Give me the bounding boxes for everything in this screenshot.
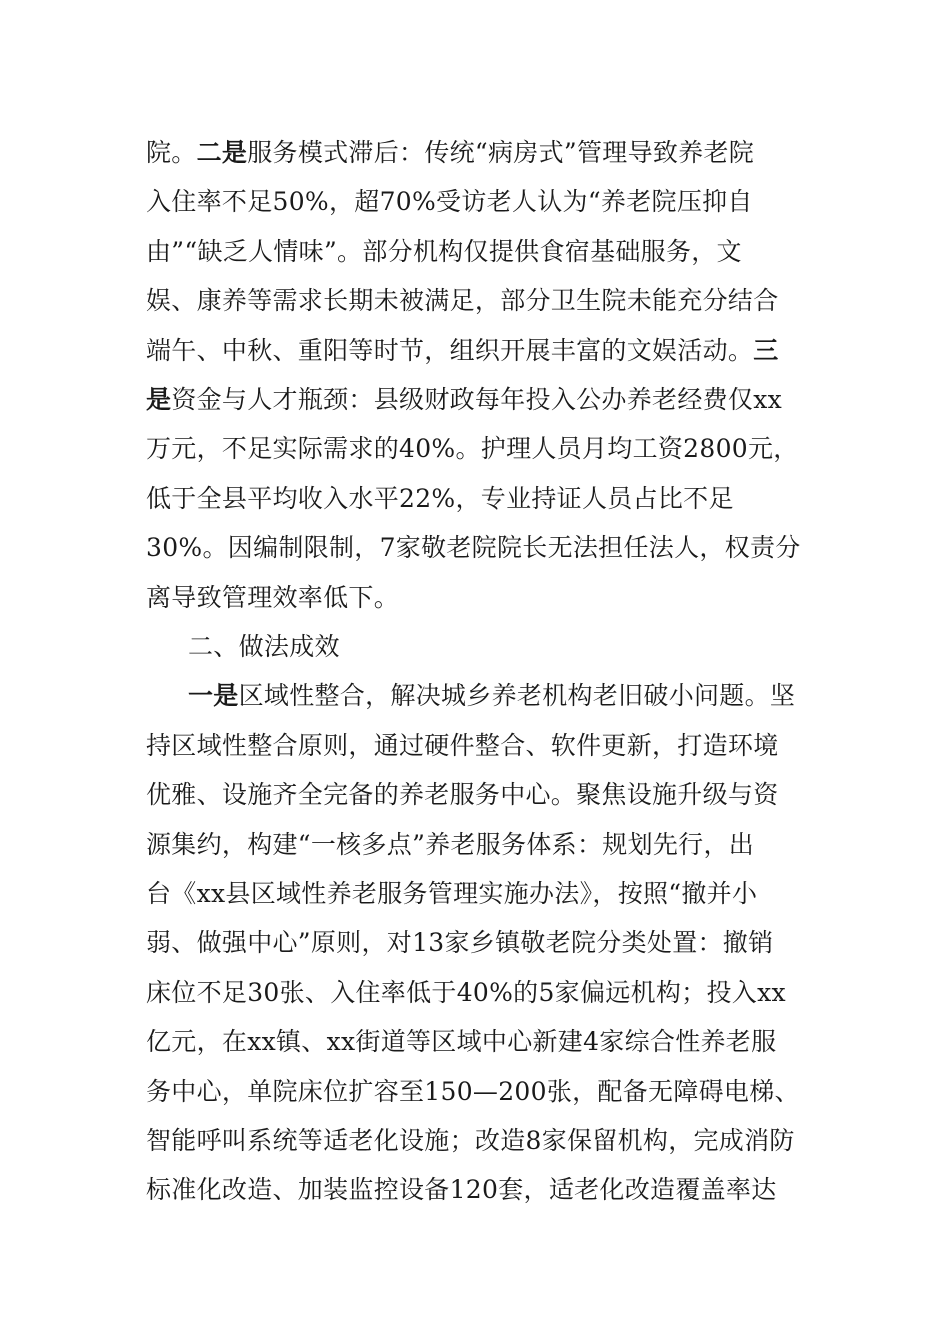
text-run: 资金与人才瓶颈：县级财政每年投入公办养老经费仅xx	[171, 385, 783, 414]
text-line	[146, 726, 816, 766]
text-line	[188, 676, 858, 716]
text-run: 二、做法成效	[188, 632, 340, 661]
text-line	[146, 528, 816, 568]
text-run: 优雅、设施齐全完备的养老服务中心。聚焦设施升级与资	[146, 780, 779, 810]
text-line	[146, 825, 816, 865]
text-line	[146, 232, 816, 272]
text-line	[146, 1072, 816, 1112]
text-line	[146, 331, 816, 371]
text-run: 万元，不足实际需求的40%。护理人员月均工资2800元，	[146, 434, 799, 464]
text-line	[146, 775, 816, 815]
text-run: 娱、康养等需求长期未被满足，部分卫生院未能充分结合	[146, 286, 779, 316]
text-run: 亿元，在xx镇、xx街道等区域中心新建4家综合性养老服	[146, 1027, 777, 1057]
text-run: 离导致管理效率低下。	[146, 582, 400, 612]
text-run: 持区域性整合原则，通过硬件整合、软件更新，打造环境	[146, 730, 779, 760]
text-line	[146, 182, 816, 222]
text-run: 服务模式滞后：传统“病房式”管理导致养老院	[247, 138, 755, 167]
text-line	[146, 429, 816, 469]
text-run: 台《xx县区域性养老服务管理实施办法》，按照“撤并小	[146, 879, 758, 908]
text-line	[146, 923, 816, 963]
text-run: 弱、做强中心”原则，对13家乡镇敬老院分类处置：撤销	[146, 928, 774, 958]
text-line	[146, 133, 816, 173]
text-run: 低于全县平均收入水平22%，专业持证人员占比不足	[146, 483, 734, 513]
text-run: 端午、中秋、重阳等时节，组织开展丰富的文娱活动。	[146, 335, 754, 365]
bold-lead-text: 三	[753, 335, 779, 365]
text-run: 床位不足30张、入住率低于40%的5家偏远机构；投入xx	[146, 977, 786, 1007]
text-line	[188, 627, 858, 667]
text-line	[146, 1022, 816, 1062]
text-run: 源集约，构建“一核多点”养老服务体系：规划先行，出	[146, 829, 755, 859]
text-run: 30%。因编制限制，7家敬老院院长无法担任法人，权责分	[146, 533, 801, 563]
text-run: 由”“缺乏人情味”。部分机构仅提供食宿基础服务，文	[146, 236, 742, 266]
text-run: 智能呼叫系统等适老化设施；改造8家保留机构，完成消防	[146, 1126, 795, 1155]
bold-lead-text: 二是	[196, 138, 248, 167]
text-run: 入住率不足50%，超70%受访老人认为“养老院压抑自	[146, 187, 753, 217]
text-line	[146, 1121, 816, 1161]
text-line	[146, 874, 816, 914]
text-line	[146, 380, 816, 420]
text-line	[146, 479, 816, 519]
text-line	[146, 973, 816, 1013]
bold-lead-text: 是	[146, 385, 172, 414]
text-run: 院。	[146, 138, 197, 167]
text-line	[146, 578, 816, 618]
text-run: 务中心，单院床位扩容至150—200张，配备无障碍电梯、	[146, 1076, 800, 1106]
bold-lead-text: 一是	[188, 681, 239, 711]
text-run: 标准化改造、加装监控设备120套，适老化改造覆盖率达	[146, 1175, 777, 1205]
text-run: 区域性整合，解决城乡养老机构老旧破小问题。坚	[238, 681, 796, 711]
text-line	[146, 281, 816, 321]
text-line	[146, 1170, 816, 1210]
